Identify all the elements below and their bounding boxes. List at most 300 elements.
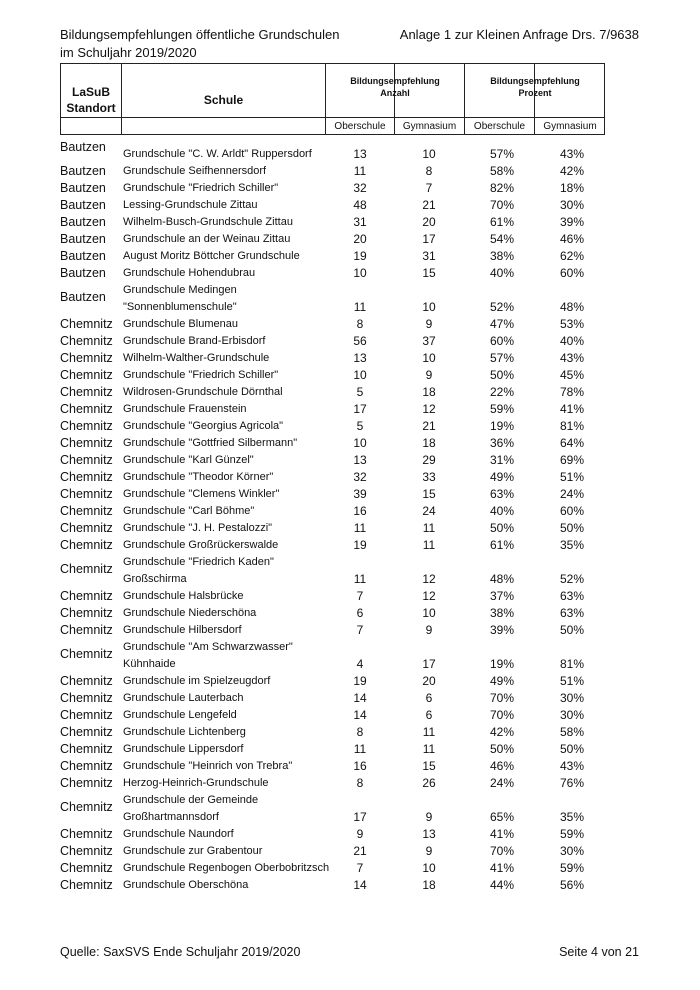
oberschule-percent-cell: 70% xyxy=(489,708,515,722)
gymnasium-count-cell: 17 xyxy=(422,657,436,671)
oberschule-count-cell: 5 xyxy=(356,419,364,433)
school-name-line: Grundschule "Friedrich Schiller" xyxy=(123,182,279,194)
school-name-cell xyxy=(123,384,283,401)
oberschule-count-cell: 17 xyxy=(353,810,367,824)
school-name-cell xyxy=(123,622,242,639)
page-number: Seite 4 von 21 xyxy=(559,945,639,959)
school-name-cell xyxy=(123,826,234,843)
school-name-line: Grundschule Blumenau xyxy=(123,318,238,330)
oberschule-percent-cell: 70% xyxy=(489,691,515,705)
oberschule-count-cell: 14 xyxy=(353,691,367,705)
gymnasium-count-cell: 29 xyxy=(422,453,436,467)
gymnasium-count-cell: 18 xyxy=(422,385,436,399)
oberschule-percent-cell: 46% xyxy=(489,759,515,773)
oberschule-percent-cell: 19% xyxy=(489,419,515,433)
gymnasium-percent-cell: 30% xyxy=(559,708,585,722)
lasub-standort-cell: Chemnitz xyxy=(60,538,113,552)
oberschule-percent-cell: 50% xyxy=(489,368,515,382)
school-name-line: Grundschule "J. H. Pestalozzi" xyxy=(123,522,273,534)
school-name-cell xyxy=(123,758,292,775)
school-name-line: Grundschule "Karl Günzel" xyxy=(123,454,254,466)
lasub-standort-cell: Chemnitz xyxy=(60,470,113,484)
school-name-line: Grundschule Medingen xyxy=(123,284,237,296)
oberschule-count-cell: 7 xyxy=(356,589,364,603)
table-row xyxy=(60,435,620,452)
gymnasium-count-cell: 15 xyxy=(422,266,436,280)
oberschule-count-cell: 56 xyxy=(353,334,367,348)
school-name-cell xyxy=(123,486,279,503)
gymnasium-count-cell: 37 xyxy=(422,334,436,348)
table-row xyxy=(60,622,620,639)
gymnasium-percent-cell: 30% xyxy=(559,198,585,212)
oberschule-percent-cell: 61% xyxy=(489,538,515,552)
header-oberschule-prozent: Oberschule xyxy=(473,121,526,132)
oberschule-count-cell: 5 xyxy=(356,385,364,399)
oberschule-percent-cell: 50% xyxy=(489,742,515,756)
table-row xyxy=(60,520,620,537)
table-row xyxy=(60,333,620,350)
table-row xyxy=(60,707,620,724)
school-name-line: Grundschule Frauenstein xyxy=(123,403,247,415)
lasub-standort-cell: Chemnitz xyxy=(60,334,113,348)
school-name-line: Grundschule Lichtenberg xyxy=(123,726,246,738)
table-row xyxy=(60,860,620,877)
table-row xyxy=(60,758,620,775)
gymnasium-percent-cell: 48% xyxy=(559,300,585,314)
gymnasium-count-cell: 11 xyxy=(422,742,436,756)
school-name-cell xyxy=(123,214,293,231)
oberschule-percent-cell: 49% xyxy=(489,674,515,688)
gymnasium-count-cell: 15 xyxy=(422,759,436,773)
gymnasium-count-cell: 12 xyxy=(422,402,436,416)
gymnasium-count-cell: 20 xyxy=(422,674,436,688)
gymnasium-percent-cell: 50% xyxy=(559,521,585,535)
lasub-standort-cell: Chemnitz xyxy=(60,742,113,756)
gymnasium-count-cell: 10 xyxy=(422,300,436,314)
gymnasium-count-cell: 10 xyxy=(422,606,436,620)
gymnasium-percent-cell: 43% xyxy=(559,351,585,365)
school-name-line: Grundschule "Carl Böhme" xyxy=(123,505,255,517)
school-name-line: Grundschule Halsbrücke xyxy=(123,590,244,602)
table-row xyxy=(60,537,620,554)
oberschule-percent-cell: 54% xyxy=(489,232,515,246)
oberschule-count-cell: 7 xyxy=(356,623,364,637)
gymnasium-count-cell: 9 xyxy=(425,368,433,382)
school-name-line: Großschirma xyxy=(123,573,187,585)
school-name-line: Kühnhaide xyxy=(123,658,176,670)
oberschule-percent-cell: 41% xyxy=(489,861,515,875)
school-name-line: Grundschule "Theodor Körner" xyxy=(123,471,274,483)
table-row xyxy=(60,775,620,792)
oberschule-percent-cell: 19% xyxy=(489,657,515,671)
table-row xyxy=(60,265,620,282)
school-name-line: Grundschule "C. W. Arldt" Ruppersdorf xyxy=(123,148,312,160)
table-row xyxy=(60,877,620,894)
school-name-line: Grundschule Lauterbach xyxy=(123,692,244,704)
school-name-line: Grundschule "Clemens Winkler" xyxy=(123,488,280,500)
school-name-line: Grundschule der Gemeinde xyxy=(123,794,259,806)
header-schule: Schule xyxy=(203,93,244,107)
school-name-cell xyxy=(123,503,254,520)
school-name-cell xyxy=(123,707,237,724)
school-name-line: Grundschule Hilbersdorf xyxy=(123,624,242,636)
lasub-standort-cell: Bautzen xyxy=(60,181,106,195)
gymnasium-count-cell: 17 xyxy=(422,232,436,246)
table-row xyxy=(60,503,620,520)
school-name-line: Grundschule Niederschöna xyxy=(123,607,257,619)
gymnasium-count-cell: 31 xyxy=(422,249,436,263)
school-name-line: Grundschule Lengefeld xyxy=(123,709,237,721)
gymnasium-percent-cell: 64% xyxy=(559,436,585,450)
gymnasium-percent-cell: 60% xyxy=(559,266,585,280)
school-name-line: Wildrosen-Grundschule Dörnthal xyxy=(123,386,283,398)
school-name-cell xyxy=(123,537,278,554)
oberschule-percent-cell: 70% xyxy=(489,198,515,212)
gymnasium-count-cell: 9 xyxy=(425,317,433,331)
school-name-cell xyxy=(123,469,273,486)
oberschule-count-cell: 11 xyxy=(353,300,367,314)
lasub-standort-cell: Chemnitz xyxy=(60,385,113,399)
oberschule-count-cell: 11 xyxy=(353,521,367,535)
lasub-standort-cell: Chemnitz xyxy=(60,776,113,790)
school-name-cell xyxy=(123,316,238,333)
lasub-standort-cell: Bautzen xyxy=(60,198,106,212)
lasub-standort-cell: Chemnitz xyxy=(60,844,113,858)
school-name-cell xyxy=(123,452,254,469)
school-name-line: Grundschule Regenbogen Oberbobritzsch xyxy=(123,862,330,874)
gymnasium-count-cell: 11 xyxy=(422,538,436,552)
gymnasium-percent-cell: 52% xyxy=(559,572,585,586)
gymnasium-percent-cell: 45% xyxy=(559,368,585,382)
school-name-cell xyxy=(123,554,274,588)
header-lasub-standort: LaSuB Standort xyxy=(66,85,116,115)
school-name-cell xyxy=(123,724,246,741)
table-row xyxy=(60,248,620,265)
school-name-line: Wilhelm-Busch-Grundschule Zittau xyxy=(123,216,293,228)
school-name-cell xyxy=(123,333,265,350)
header-oberschule-anzahl: Oberschule xyxy=(334,121,386,132)
lasub-standort-cell: Chemnitz xyxy=(60,368,113,382)
lasub-standort-cell: Chemnitz xyxy=(60,623,113,637)
lasub-standort-cell: Chemnitz xyxy=(60,674,113,688)
oberschule-percent-cell: 40% xyxy=(489,504,515,518)
table-row xyxy=(60,384,620,401)
oberschule-count-cell: 16 xyxy=(353,759,367,773)
oberschule-percent-cell: 38% xyxy=(489,606,515,620)
school-name-line: August Moritz Böttcher Grundschule xyxy=(123,250,300,262)
gymnasium-percent-cell: 69% xyxy=(559,453,585,467)
oberschule-count-cell: 8 xyxy=(356,776,364,790)
lasub-standort-cell: Chemnitz xyxy=(60,419,113,433)
oberschule-percent-cell: 63% xyxy=(489,487,515,501)
header-gymnasium-prozent: Gymnasium xyxy=(543,121,597,132)
gymnasium-percent-cell: 60% xyxy=(559,504,585,518)
table-row xyxy=(60,792,620,826)
lasub-standort-cell: Chemnitz xyxy=(60,606,113,620)
school-name-line: Grundschule Hohendubrau xyxy=(123,267,256,279)
lasub-standort-cell: Chemnitz xyxy=(60,436,113,450)
school-name-line: Grundschule Oberschöna xyxy=(123,879,249,891)
gymnasium-percent-cell: 35% xyxy=(559,810,585,824)
school-name-cell xyxy=(123,877,248,894)
annex-reference: Anlage 1 zur Kleinen Anfrage Drs. 7/9638 xyxy=(399,27,639,42)
source-note: Quelle: SaxSVS Ende Schuljahr 2019/2020 xyxy=(60,945,301,959)
lasub-standort-cell: Chemnitz xyxy=(60,562,113,576)
oberschule-count-cell: 13 xyxy=(353,453,367,467)
school-name-cell xyxy=(123,265,255,282)
gymnasium-percent-cell: 59% xyxy=(559,827,585,841)
school-name-cell xyxy=(123,792,258,826)
oberschule-percent-cell: 50% xyxy=(489,521,515,535)
lasub-standort-cell: Chemnitz xyxy=(60,827,113,841)
lasub-standort-cell: Bautzen xyxy=(60,290,106,304)
school-name-cell xyxy=(123,282,237,316)
gymnasium-percent-cell: 50% xyxy=(559,623,585,637)
title-line-1: Bildungsempfehlungen öffentliche Grundschulen xyxy=(60,27,340,42)
gymnasium-percent-cell: 81% xyxy=(559,419,585,433)
lasub-standort-cell: Bautzen xyxy=(60,249,106,263)
oberschule-percent-cell: 36% xyxy=(489,436,515,450)
school-name-line: Großhartmannsdorf xyxy=(123,811,219,823)
gymnasium-count-cell: 11 xyxy=(422,725,436,739)
oberschule-percent-cell: 52% xyxy=(489,300,515,314)
table-row xyxy=(60,826,620,843)
oberschule-count-cell: 14 xyxy=(353,878,367,892)
oberschule-percent-cell: 57% xyxy=(489,147,515,161)
lasub-standort-cell: Chemnitz xyxy=(60,861,113,875)
school-name-line: "Sonnenblumenschule" xyxy=(123,301,237,313)
oberschule-count-cell: 13 xyxy=(353,147,367,161)
table-row xyxy=(60,554,620,588)
oberschule-count-cell: 6 xyxy=(356,606,364,620)
school-name-line: Herzog-Heinrich-Grundschule xyxy=(123,777,269,789)
oberschule-count-cell: 7 xyxy=(356,861,364,875)
school-name-line: Grundschule "Friedrich Kaden" xyxy=(123,556,274,568)
school-name-line: Grundschule "Georgius Agricola" xyxy=(123,420,284,432)
title-line-2: im Schuljahr 2019/2020 xyxy=(60,45,197,60)
oberschule-count-cell: 9 xyxy=(356,827,364,841)
school-name-cell xyxy=(123,197,258,214)
oberschule-count-cell: 21 xyxy=(353,844,367,858)
school-name-line: Grundschule Seifhennersdorf xyxy=(123,165,267,177)
table-row xyxy=(60,486,620,503)
table-row xyxy=(60,452,620,469)
gymnasium-percent-cell: 43% xyxy=(559,759,585,773)
oberschule-count-cell: 13 xyxy=(353,351,367,365)
school-name-line: Lessing-Grundschule Zittau xyxy=(123,199,258,211)
school-name-cell xyxy=(123,588,243,605)
gymnasium-count-cell: 6 xyxy=(425,708,433,722)
lasub-standort-cell: Chemnitz xyxy=(60,402,113,416)
gymnasium-percent-cell: 78% xyxy=(559,385,585,399)
gymnasium-percent-cell: 81% xyxy=(559,657,585,671)
oberschule-percent-cell: 38% xyxy=(489,249,515,263)
oberschule-percent-cell: 31% xyxy=(489,453,515,467)
school-name-line: Grundschule Brand-Erbisdorf xyxy=(123,335,266,347)
school-name-cell xyxy=(123,673,270,690)
gymnasium-count-cell: 7 xyxy=(425,181,433,195)
oberschule-count-cell: 11 xyxy=(353,742,367,756)
gymnasium-percent-cell: 39% xyxy=(559,215,585,229)
oberschule-count-cell: 31 xyxy=(353,215,367,229)
gymnasium-percent-cell: 53% xyxy=(559,317,585,331)
gymnasium-percent-cell: 18% xyxy=(559,181,585,195)
lasub-standort-cell: Bautzen xyxy=(60,232,106,246)
school-name-cell xyxy=(123,180,278,197)
gymnasium-count-cell: 10 xyxy=(422,351,436,365)
oberschule-count-cell: 19 xyxy=(353,674,367,688)
oberschule-count-cell: 11 xyxy=(353,572,367,586)
gymnasium-count-cell: 11 xyxy=(422,521,436,535)
header-group-anzahl: Bildungsempfehlung Anzahl xyxy=(350,76,440,98)
document-title xyxy=(60,26,339,62)
oberschule-count-cell: 17 xyxy=(353,402,367,416)
gymnasium-count-cell: 18 xyxy=(422,436,436,450)
school-name-line: Grundschule "Heinrich von Trebra" xyxy=(123,760,293,772)
gymnasium-percent-cell: 24% xyxy=(559,487,585,501)
lasub-standort-cell: Bautzen xyxy=(60,164,106,178)
school-name-line: Grundschule "Gottfried Silbermann" xyxy=(123,437,298,449)
oberschule-percent-cell: 22% xyxy=(489,385,515,399)
table-row xyxy=(60,401,620,418)
gymnasium-count-cell: 33 xyxy=(422,470,436,484)
gymnasium-count-cell: 13 xyxy=(422,827,436,841)
oberschule-percent-cell: 24% xyxy=(489,776,515,790)
gymnasium-count-cell: 12 xyxy=(422,572,436,586)
gymnasium-percent-cell: 50% xyxy=(559,742,585,756)
gymnasium-percent-cell: 30% xyxy=(559,844,585,858)
gymnasium-percent-cell: 56% xyxy=(559,878,585,892)
table-row xyxy=(60,741,620,758)
gymnasium-count-cell: 26 xyxy=(422,776,436,790)
school-name-line: Grundschule Naundorf xyxy=(123,828,234,840)
table-row xyxy=(60,214,620,231)
table-row xyxy=(60,139,620,163)
school-name-line: Grundschule im Spielzeugdorf xyxy=(123,675,271,687)
oberschule-count-cell: 10 xyxy=(353,368,367,382)
gymnasium-percent-cell: 51% xyxy=(559,470,585,484)
school-name-line: Grundschule an der Weinau Zittau xyxy=(123,233,291,245)
table-row xyxy=(60,690,620,707)
oberschule-percent-cell: 60% xyxy=(489,334,515,348)
oberschule-percent-cell: 39% xyxy=(489,623,515,637)
lasub-standort-cell: Chemnitz xyxy=(60,878,113,892)
school-name-cell xyxy=(123,248,300,265)
oberschule-percent-cell: 70% xyxy=(489,844,515,858)
table-row xyxy=(60,367,620,384)
lasub-standort-cell: Chemnitz xyxy=(60,725,113,739)
school-name-cell xyxy=(123,639,293,673)
gymnasium-count-cell: 9 xyxy=(425,844,433,858)
gymnasium-percent-cell: 51% xyxy=(559,674,585,688)
oberschule-percent-cell: 49% xyxy=(489,470,515,484)
oberschule-percent-cell: 65% xyxy=(489,810,515,824)
gymnasium-percent-cell: 35% xyxy=(559,538,585,552)
oberschule-percent-cell: 82% xyxy=(489,181,515,195)
gymnasium-count-cell: 21 xyxy=(422,419,436,433)
oberschule-count-cell: 10 xyxy=(353,436,367,450)
table-row xyxy=(60,350,620,367)
table-row xyxy=(60,588,620,605)
oberschule-percent-cell: 41% xyxy=(489,827,515,841)
oberschule-count-cell: 4 xyxy=(356,657,364,671)
gymnasium-percent-cell: 46% xyxy=(559,232,585,246)
oberschule-count-cell: 16 xyxy=(353,504,367,518)
lasub-standort-cell: Chemnitz xyxy=(60,317,113,331)
gymnasium-count-cell: 9 xyxy=(425,623,433,637)
school-name-cell xyxy=(123,605,256,622)
oberschule-count-cell: 8 xyxy=(356,317,364,331)
school-name-cell xyxy=(123,401,247,418)
table-row xyxy=(60,282,620,316)
school-name-cell xyxy=(123,843,262,860)
gymnasium-percent-cell: 76% xyxy=(559,776,585,790)
oberschule-percent-cell: 48% xyxy=(489,572,515,586)
school-name-line: Grundschule zur Grabentour xyxy=(123,845,263,857)
gymnasium-percent-cell: 59% xyxy=(559,861,585,875)
oberschule-count-cell: 10 xyxy=(353,266,367,280)
table-row xyxy=(60,231,620,248)
gymnasium-count-cell: 10 xyxy=(422,861,436,875)
school-name-cell xyxy=(123,435,297,452)
gymnasium-percent-cell: 58% xyxy=(559,725,585,739)
school-name-cell xyxy=(123,775,269,792)
lasub-standort-cell: Bautzen xyxy=(60,215,106,229)
lasub-standort-cell: Chemnitz xyxy=(60,453,113,467)
oberschule-percent-cell: 57% xyxy=(489,351,515,365)
school-name-line: Grundschule "Am Schwarzwasser" xyxy=(123,641,293,653)
gymnasium-count-cell: 10 xyxy=(422,147,436,161)
oberschule-percent-cell: 47% xyxy=(489,317,515,331)
gymnasium-percent-cell: 63% xyxy=(559,589,585,603)
school-name-line: Grundschule "Friedrich Schiller" xyxy=(123,369,279,381)
table-row xyxy=(60,639,620,673)
table-row xyxy=(60,418,620,435)
gymnasium-count-cell: 8 xyxy=(425,164,433,178)
lasub-standort-cell: Chemnitz xyxy=(60,521,113,535)
school-name-cell xyxy=(123,520,272,537)
oberschule-count-cell: 32 xyxy=(353,181,367,195)
school-name-line: Wilhelm-Walther-Grundschule xyxy=(123,352,270,364)
gymnasium-count-cell: 6 xyxy=(425,691,433,705)
gymnasium-percent-cell: 40% xyxy=(559,334,585,348)
header-gymnasium-anzahl: Gymnasium xyxy=(402,121,457,132)
gymnasium-count-cell: 20 xyxy=(422,215,436,229)
oberschule-percent-cell: 58% xyxy=(489,164,515,178)
lasub-standort-cell: Chemnitz xyxy=(60,691,113,705)
lasub-standort-cell: Chemnitz xyxy=(60,759,113,773)
table-row xyxy=(60,605,620,622)
school-name-cell xyxy=(123,860,329,877)
gymnasium-percent-cell: 42% xyxy=(559,164,585,178)
school-name-cell xyxy=(123,350,269,367)
gymnasium-percent-cell: 63% xyxy=(559,606,585,620)
lasub-standort-cell: Chemnitz xyxy=(60,487,113,501)
oberschule-count-cell: 19 xyxy=(353,249,367,263)
school-name-cell xyxy=(123,741,243,758)
gymnasium-count-cell: 12 xyxy=(422,589,436,603)
oberschule-count-cell: 11 xyxy=(353,164,367,178)
lasub-standort-cell: Chemnitz xyxy=(60,504,113,518)
school-name-line: Grundschule Lippersdorf xyxy=(123,743,244,755)
gymnasium-percent-cell: 62% xyxy=(559,249,585,263)
lasub-standort-cell: Chemnitz xyxy=(60,589,113,603)
oberschule-percent-cell: 59% xyxy=(489,402,515,416)
school-name-cell xyxy=(123,418,283,435)
lasub-standort-cell: Chemnitz xyxy=(60,800,113,814)
school-name-cell xyxy=(123,231,290,248)
table-row xyxy=(60,197,620,214)
